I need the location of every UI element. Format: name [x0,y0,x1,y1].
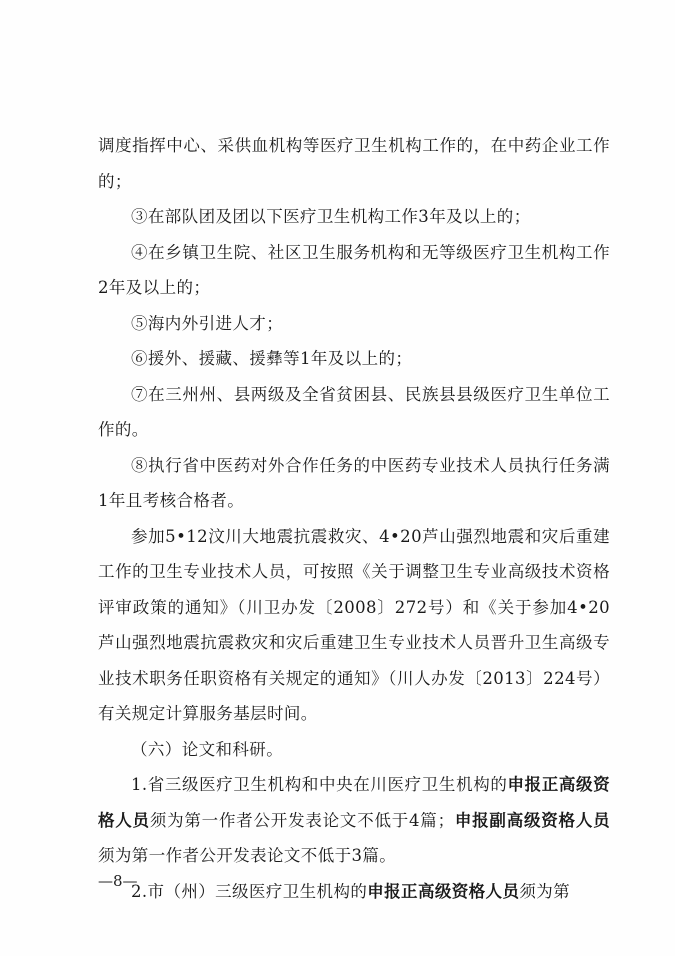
paragraph [98,235,610,306]
paragraph-text: 须为第一作者公开发表论文不低于3篇。 [98,846,397,865]
paragraph [98,519,610,732]
paragraph [98,306,610,342]
paragraph-text: 须为第一作者公开发表论文不低于4篇； [149,810,455,830]
paragraph [98,199,610,235]
paragraph-text: 调度指挥中心、采供血机构等医疗卫生机构工作的，在中药企业工作的； [98,136,610,191]
paragraph-text: ③在部队团及团以下医疗卫生机构工作3年及以上的； [131,207,531,226]
paragraph [98,128,610,199]
paragraph-text: 须为第 [519,881,571,901]
paragraph [98,874,610,910]
paragraph [98,732,610,768]
paragraph-text: ⑥援外、援藏、援彝等1年及以上的； [131,349,413,368]
paragraph [98,377,610,448]
paragraph-text: ⑦在三州州、县两级及全省贫困县、民族县县级医疗卫生单位工作的。 [98,384,610,439]
emphasized-text: 申报正高级资格人员 [367,881,520,901]
document-body [98,128,610,909]
paragraph-text: ⑧执行省中医药对外合作任务的中医药专业技术人员执行任务满1年且考核合格者。 [98,455,610,510]
paragraph-text: ⑤海内外引进人才； [131,313,284,333]
paragraph-text: ④在乡镇卫生院、社区卫生服务机构和无等级医疗卫生机构工作2年及以上的； [98,242,610,297]
paragraph [98,767,610,874]
page-number: —8— [98,872,138,890]
emphasized-text: 申报正高级资格人员 [98,775,610,830]
paragraph-text: 1.省三级医疗卫生机构和中央在川医疗卫生机构的 [131,775,508,794]
paragraph [98,448,610,519]
paragraph-text: （六）论文和科研。 [131,739,284,759]
emphasized-text: 申报副高级资格人员 [454,810,610,830]
paragraph [98,341,610,377]
paragraph-text: 2.市（州）三级医疗卫生机构的 [131,881,368,901]
paragraph-text: 参加5•12汶川大地震抗震救灾、4•20芦山强烈地震和灾后重建工作的卫生专业技术人员，可按照《关于调整卫生专业高级技术资格评审政策的通知》（川卫办发〔2008〕272号）和《关于参加4•20芦山强烈地震抗震救灾和灾后重建卫生专业技术人员晋升卫生高级专业技术职务任职资格有关规定的通知》（川人办发〔2013〕224号）有关规定计算服务基层时间。 [98,526,610,723]
